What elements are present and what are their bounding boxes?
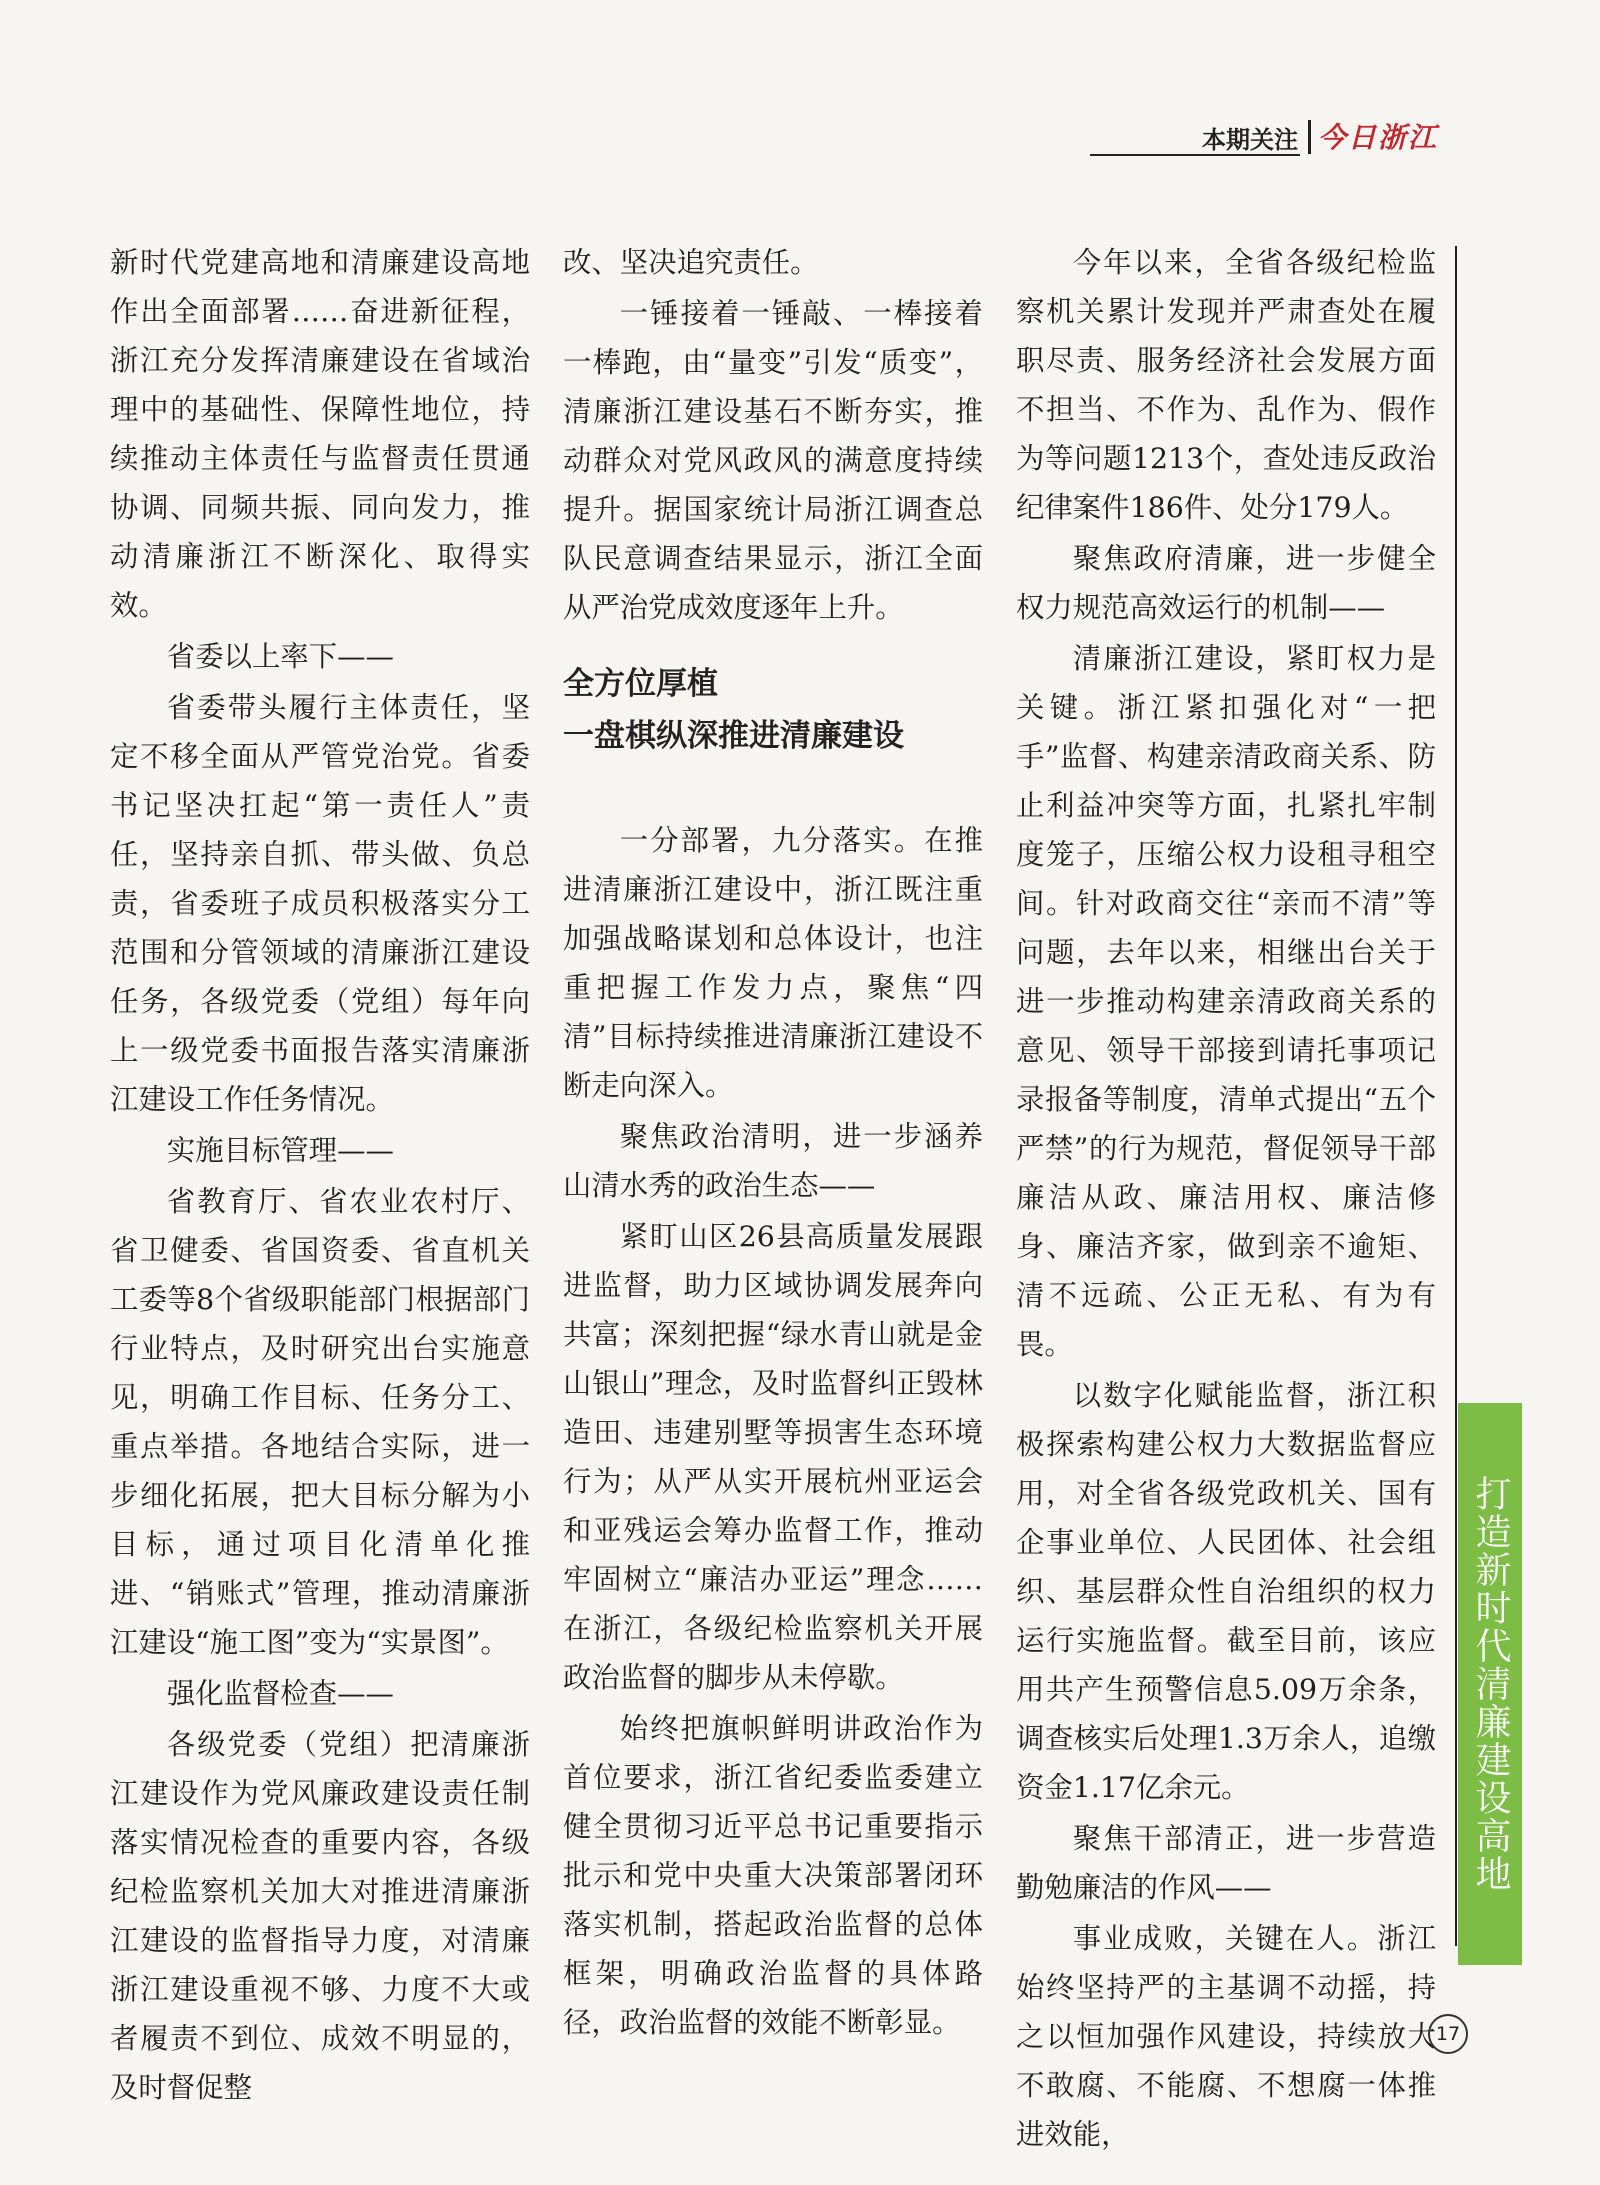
section-heading bbox=[563, 658, 983, 762]
paragraph: 紧盯山区26县高质量发展跟进监督，助力区域协调发展奔向共富；深刻把握“绿水青山就是金山银山”理念，及时监督纠正毁林造田、违建别墅等损害生态环境行为；从严从实开展杭州亚运会和亚残运会筹办监督工作，推动牢固树立“廉洁办亚运”理念……在浙江，各级纪检监察机关开展政治监督的脚步从未停歇。 bbox=[563, 1220, 983, 1694]
page-header bbox=[1090, 118, 1442, 158]
article-column-2 bbox=[563, 238, 983, 2049]
section-heading-line-2: 一盘棋纵深推进清廉建设 bbox=[563, 718, 904, 754]
paragraph: 省教育厅、省农业农村厅、省卫健委、省国资委、省直机关工委等8个省级职能部门根据部门行业特点，及时研究出台实施意见，明确工作目标、任务分工、重点举措。各地结合实际，进一步细化拓展，把大目标分解为小目标，通过项目化清单化推进、“销账式”管理，推动清廉浙江建设“施工图”变为“实景图”。 bbox=[110, 1185, 530, 1659]
page-number: 17 bbox=[1428, 2014, 1468, 2054]
paragraph: 事业成败，关键在人。浙江始终坚持严的主基调不动摇，持之以恒加强作风建设，持续放大不敢腐、不能腐、不想腐一体推进效能， bbox=[1016, 1922, 1436, 2151]
header-brand-logo: 今日浙江 bbox=[1318, 121, 1439, 154]
side-tab-label: 打造新时代清廉建设高地 bbox=[1470, 1475, 1511, 1893]
paragraph: 一分部署，九分落实。在推进清廉浙江建设中，浙江既注重加强战略谋划和总体设计，也注重把握工作发力点，聚焦“四清”目标持续推进清廉浙江建设不断走向深入。 bbox=[563, 824, 983, 1102]
paragraph: 各级党委（党组）把清廉浙江建设作为党风廉政建设责任制落实情况检查的重要内容，各级纪检监察机关加大对推进清廉浙江建设的监督指导力度，对清廉浙江建设重视不够、力度不大或者履责不到位、成效不明显的，及时督促整 bbox=[110, 1728, 530, 2104]
paragraph: 一锤接着一锤敲、一棒接着一棒跑，由“量变”引发“质变”，清廉浙江建设基石不断夯实，推动群众对党风政风的满意度持续提升。据国家统计局浙江调查总队民意调查结果显示，浙江全面从严治党成效度逐年上升。 bbox=[563, 297, 983, 624]
header-divider bbox=[1308, 120, 1311, 154]
article-column-1 bbox=[110, 238, 530, 2114]
paragraph: 今年以来，全省各级纪检监察机关累计发现并严肃查处在履职尽责、服务经济社会发展方面不担当、不作为、乱作为、假作为等问题1213个，查处违反政治纪律案件186件、处分179人。 bbox=[1016, 246, 1436, 524]
paragraph: 聚焦政府清廉，进一步健全权力规范高效运行的机制—— bbox=[1016, 542, 1436, 624]
paragraph: 省委带头履行主体责任，坚定不移全面从严管党治党。省委书记坚决扛起“第一责任人”责任，坚持亲自抓、带头做、负总责，省委班子成员积极落实分工范围和分管领域的清廉浙江建设任务，各级党委（党组）每年向上一级党委书面报告落实清廉浙江建设工作任务情况。 bbox=[110, 691, 530, 1116]
article-column-3 bbox=[1016, 238, 1436, 2161]
paragraph: 聚焦干部清正，进一步营造勤勉廉洁的作风—— bbox=[1016, 1822, 1436, 1904]
paragraph: 强化监督检查—— bbox=[166, 1677, 394, 1710]
paragraph: 清廉浙江建设，紧盯权力是关键。浙江紧扣强化对“一把手”监督、构建亲清政商关系、防止利益冲突等方面，扎紧扎牢制度笼子，压缩公权力设租寻租空间。针对政商交往“亲而不清”等问题，去年以来，相继出台关于进一步推动构建亲清政商关系的意见、领导干部接到请托事项记录报备等制度，清单式提出“五个严禁”的行为规范，督促领导干部廉洁从政、廉洁用权、廉洁修身、廉洁齐家，做到亲不逾矩、清不远疏、公正无私、有为有畏。 bbox=[1016, 642, 1436, 1361]
paragraph: 实施目标管理—— bbox=[166, 1134, 394, 1167]
section-heading-line-1: 全方位厚植 bbox=[563, 666, 718, 702]
margin-rule bbox=[1455, 246, 1457, 1946]
header-section-title: 本期关注 bbox=[1202, 126, 1298, 154]
paragraph: 以数字化赋能监督，浙江积极探索构建公权力大数据监督应用，对全省各级党政机关、国有企事业单位、人民团体、社会组织、基层群众性自治组织的权力运行实施监督。截至目前，该应用共产生预警信息5.09万余条，调查核实后处理1.3万余人，追缴资金1.17亿余元。 bbox=[1016, 1379, 1436, 1804]
paragraph: 始终把旗帜鲜明讲政治作为首位要求，浙江省纪委监委建立健全贯彻习近平总书记重要指示批示和党中央重大决策部署闭环落实机制，搭起政治监督的总体框架，明确政治监督的具体路径，政治监督的效能不断彰显。 bbox=[563, 1712, 983, 2039]
side-tab bbox=[1458, 1403, 1522, 1965]
paragraph: 聚焦政治清明，进一步涵养山清水秀的政治生态—— bbox=[563, 1120, 983, 1202]
paragraph: 省委以上率下—— bbox=[166, 640, 394, 673]
paragraph: 新时代党建高地和清廉建设高地作出全面部署……奋进新征程，浙江充分发挥清廉建设在省域治理中的基础性、保障性地位，持续推动主体责任与监督责任贯通协调、同频共振、同向发力，推动清廉浙江不断深化、取得实效。 bbox=[110, 246, 530, 622]
paragraph: 改、坚决追究责任。 bbox=[563, 246, 819, 279]
